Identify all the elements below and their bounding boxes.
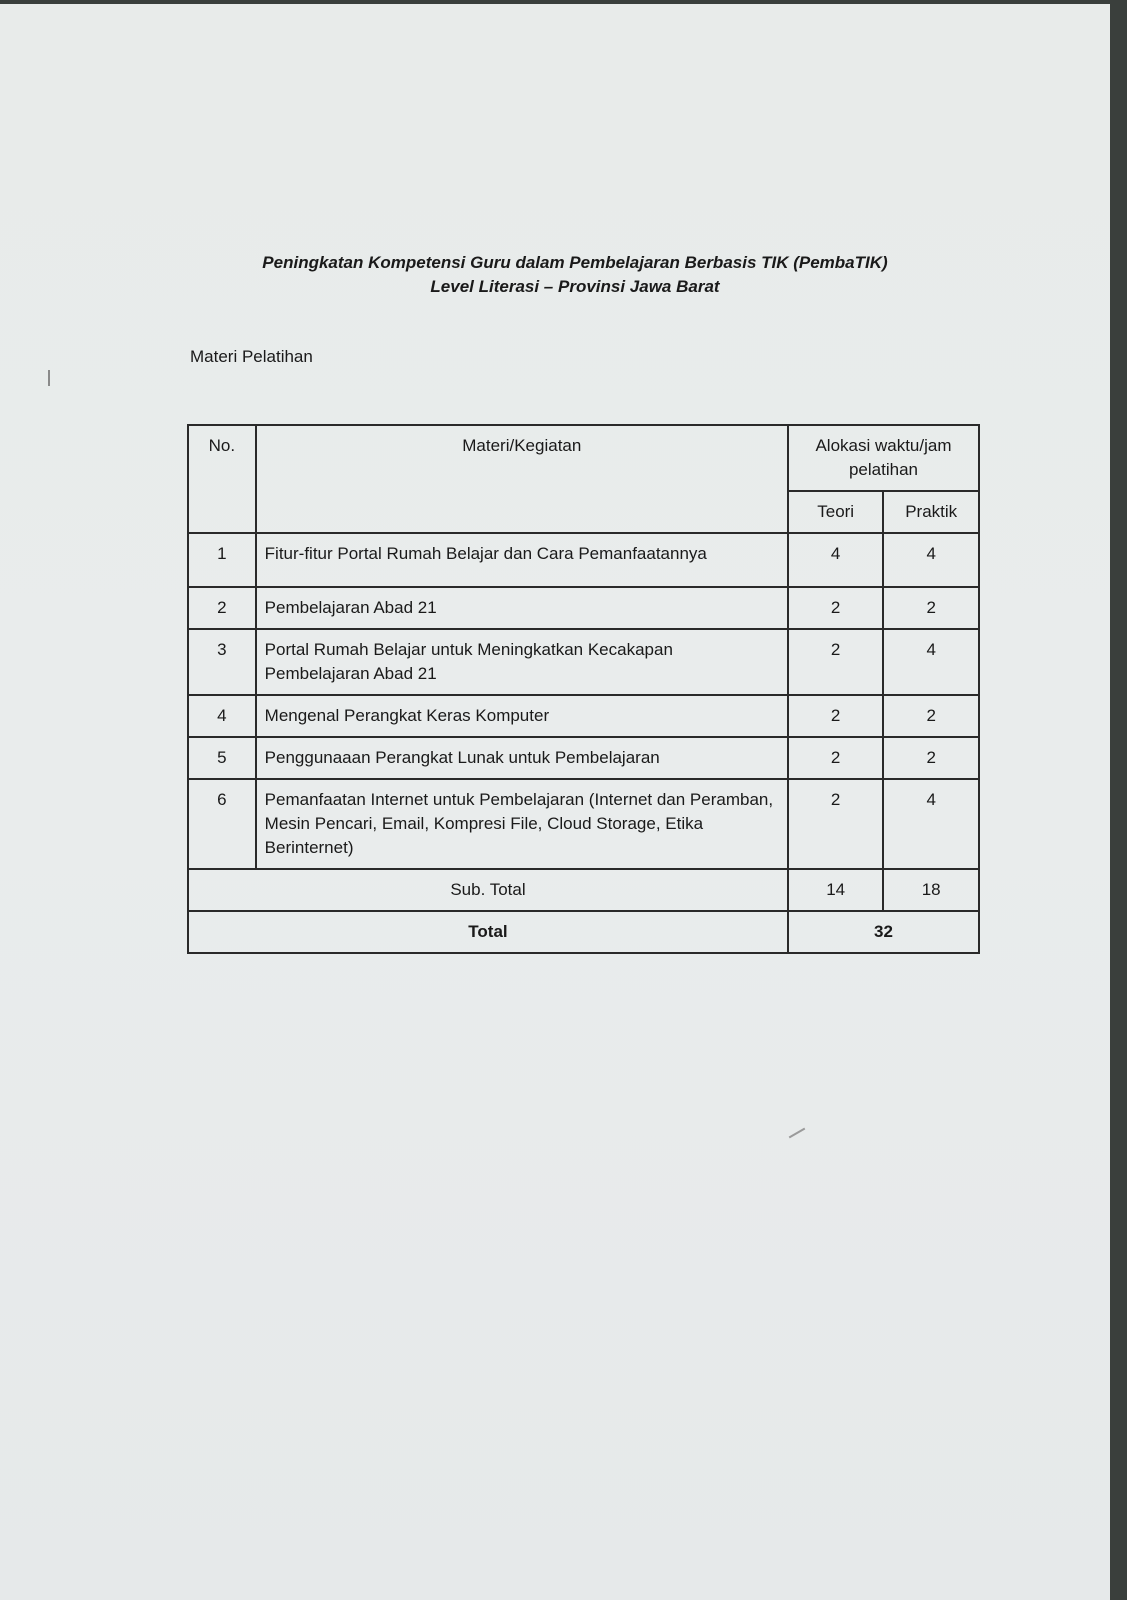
row-materi: Portal Rumah Belajar untuk Meningkatkan Kecakapan Pembelajaran Abad 21 bbox=[256, 629, 788, 695]
subtotal-row bbox=[188, 869, 979, 911]
row-teori: 2 bbox=[788, 695, 883, 737]
paper-scuff bbox=[789, 1128, 806, 1139]
materi-table bbox=[187, 424, 980, 954]
document-page bbox=[0, 4, 1110, 1600]
row-praktik: 4 bbox=[883, 629, 979, 695]
row-teori: 4 bbox=[788, 533, 883, 587]
row-materi: Penggunaaan Perangkat Lunak untuk Pembelajaran bbox=[256, 737, 788, 779]
table-header-row bbox=[188, 425, 979, 491]
row-teori: 2 bbox=[788, 779, 883, 869]
row-no: 2 bbox=[188, 587, 256, 629]
row-teori: 2 bbox=[788, 737, 883, 779]
row-materi: Pembelajaran Abad 21 bbox=[256, 587, 788, 629]
row-praktik: 2 bbox=[883, 587, 979, 629]
row-no: 1 bbox=[188, 533, 256, 587]
row-materi: Mengenal Perangkat Keras Komputer bbox=[256, 695, 788, 737]
header-alokasi: Alokasi waktu/jam pelatihan bbox=[788, 425, 979, 491]
table-row bbox=[188, 695, 979, 737]
row-no: 3 bbox=[188, 629, 256, 695]
table-row bbox=[188, 533, 979, 587]
header-praktik: Praktik bbox=[883, 491, 979, 533]
total-label: Total bbox=[188, 911, 788, 953]
table-row bbox=[188, 587, 979, 629]
document-title-line1: Peningkatan Kompetensi Guru dalam Pembelajaran Berbasis TIK (PembaTIK) bbox=[262, 253, 888, 272]
table-row bbox=[188, 779, 979, 869]
total-row bbox=[188, 911, 979, 953]
section-label: Materi Pelatihan bbox=[190, 347, 313, 366]
header-teori: Teori bbox=[788, 491, 883, 533]
total-value: 32 bbox=[788, 911, 979, 953]
row-praktik: 2 bbox=[883, 737, 979, 779]
row-teori: 2 bbox=[788, 587, 883, 629]
row-materi: Pemanfaatan Internet untuk Pembelajaran (Internet dan Peramban, Mesin Pencari, Email, Kompresi File, Cloud Storage, Etika Berinternet) bbox=[256, 779, 788, 869]
table-row bbox=[188, 629, 979, 695]
row-teori: 2 bbox=[788, 629, 883, 695]
document-title-line2: Level Literasi – Provinsi Jawa Barat bbox=[430, 277, 720, 296]
row-praktik: 4 bbox=[883, 533, 979, 587]
header-materi: Materi/Kegiatan bbox=[256, 425, 788, 533]
row-no: 6 bbox=[188, 779, 256, 869]
row-materi: Fitur-fitur Portal Rumah Belajar dan Cara Pemanfaatannya bbox=[256, 533, 788, 587]
row-no: 5 bbox=[188, 737, 256, 779]
row-no: 4 bbox=[188, 695, 256, 737]
row-praktik: 4 bbox=[883, 779, 979, 869]
subtotal-teori: 14 bbox=[788, 869, 883, 911]
row-praktik: 2 bbox=[883, 695, 979, 737]
pen-mark bbox=[48, 370, 50, 386]
header-no: No. bbox=[188, 425, 256, 533]
subtotal-praktik: 18 bbox=[883, 869, 979, 911]
subtotal-label: Sub. Total bbox=[188, 869, 788, 911]
table-row bbox=[188, 737, 979, 779]
